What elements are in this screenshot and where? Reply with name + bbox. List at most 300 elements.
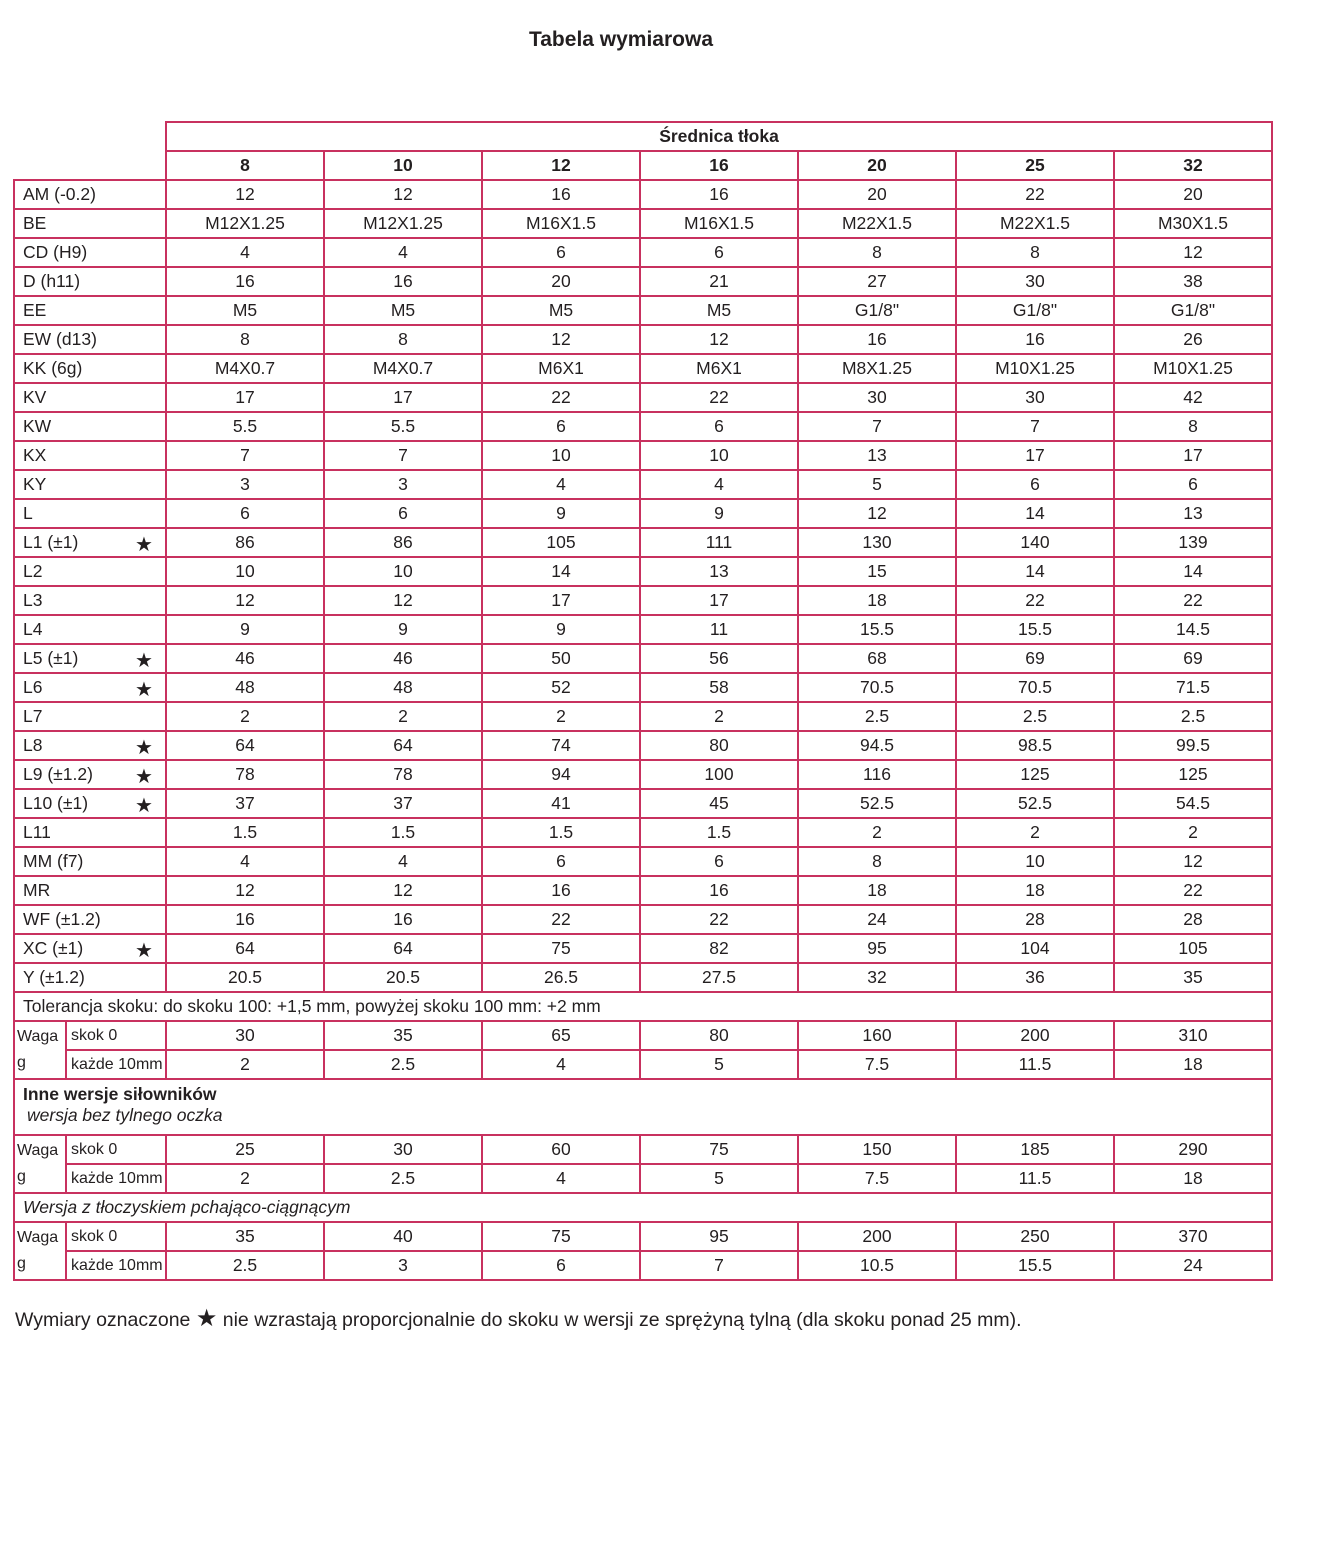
cell-value: 78 xyxy=(324,760,482,789)
diameter-header: 20 xyxy=(798,151,956,180)
cell-value: 130 xyxy=(798,528,956,557)
row-label xyxy=(14,789,166,818)
cell-value: 22 xyxy=(640,383,798,412)
cell-value: 4 xyxy=(482,1050,640,1079)
header-diameter-row xyxy=(14,151,1272,180)
cell-value: 52 xyxy=(482,673,640,702)
weight-sublabel: każde 10mm xyxy=(66,1251,166,1280)
cell-value: 24 xyxy=(798,905,956,934)
weight-row xyxy=(14,1050,1272,1079)
cell-value: 16 xyxy=(798,325,956,354)
cell-value: 5.5 xyxy=(324,412,482,441)
header-group-row xyxy=(14,122,1272,151)
row-label-text: L5 (±1) xyxy=(23,648,79,668)
dimension-table xyxy=(13,121,1273,1281)
cell-value: 2 xyxy=(640,702,798,731)
cell-value: 27 xyxy=(798,267,956,296)
cell-value: 21 xyxy=(640,267,798,296)
cell-value: 12 xyxy=(1114,847,1272,876)
weight-sublabel: każde 10mm xyxy=(66,1050,166,1079)
corner-blank xyxy=(14,122,166,180)
row-label xyxy=(14,876,166,905)
cell-value: M6X1 xyxy=(640,354,798,383)
cell-value: 2 xyxy=(798,818,956,847)
weight-label xyxy=(14,1222,66,1280)
cell-value: 11.5 xyxy=(956,1050,1114,1079)
cell-value: 4 xyxy=(166,847,324,876)
cell-value: 12 xyxy=(324,586,482,615)
cell-value: 140 xyxy=(956,528,1114,557)
row-label-text: CD (H9) xyxy=(23,242,88,262)
cell-value: 104 xyxy=(956,934,1114,963)
cell-value: 3 xyxy=(324,1251,482,1280)
cell-value: 22 xyxy=(482,905,640,934)
cell-value: 14 xyxy=(1114,557,1272,586)
cell-value: 30 xyxy=(956,383,1114,412)
cell-value: 15.5 xyxy=(956,615,1114,644)
cell-value: M8X1.25 xyxy=(798,354,956,383)
row-label xyxy=(14,209,166,238)
row-label-text: KW xyxy=(23,416,52,436)
cell-value: 250 xyxy=(956,1222,1114,1251)
cell-value: 2 xyxy=(482,702,640,731)
cell-value: 9 xyxy=(482,499,640,528)
cell-value: 160 xyxy=(798,1021,956,1050)
cell-value: 82 xyxy=(640,934,798,963)
cell-value: 28 xyxy=(956,905,1114,934)
cell-value: 26 xyxy=(1114,325,1272,354)
cell-value: 2.5 xyxy=(166,1251,324,1280)
cell-value: 10 xyxy=(482,441,640,470)
cell-value: 4 xyxy=(324,238,482,267)
row-label-text: L7 xyxy=(23,706,43,726)
cell-value: 15 xyxy=(798,557,956,586)
cell-value: 95 xyxy=(640,1222,798,1251)
cell-value: 46 xyxy=(166,644,324,673)
cell-value: 80 xyxy=(640,1021,798,1050)
cell-value: 22 xyxy=(1114,876,1272,905)
table-row xyxy=(14,876,1272,905)
star-icon: ★ xyxy=(135,737,153,759)
cell-value: 6 xyxy=(324,499,482,528)
cell-value: 6 xyxy=(640,238,798,267)
star-icon: ★ xyxy=(135,795,153,817)
table-row xyxy=(14,586,1272,615)
star-icon: ★ xyxy=(135,940,153,962)
row-label-text: BE xyxy=(23,213,47,233)
row-label-text: L xyxy=(23,503,33,523)
cell-value: 10 xyxy=(166,557,324,586)
cell-value: 20.5 xyxy=(324,963,482,992)
cell-value: M30X1.5 xyxy=(1114,209,1272,238)
cell-value: 20 xyxy=(798,180,956,209)
cell-value: M16X1.5 xyxy=(640,209,798,238)
cell-value: 80 xyxy=(640,731,798,760)
cell-value: 1.5 xyxy=(324,818,482,847)
row-label xyxy=(14,586,166,615)
weight-row xyxy=(14,1021,1272,1050)
cell-value: 4 xyxy=(166,238,324,267)
cell-value: 64 xyxy=(166,934,324,963)
row-label-text: L3 xyxy=(23,590,43,610)
row-label xyxy=(14,267,166,296)
table-row xyxy=(14,760,1272,789)
diameter-header: 32 xyxy=(1114,151,1272,180)
weight-label-top: Waga xyxy=(17,1028,59,1045)
cell-value: 3 xyxy=(166,470,324,499)
cell-value: 22 xyxy=(482,383,640,412)
row-label-text: L8 xyxy=(23,735,43,755)
cell-value: 18 xyxy=(798,586,956,615)
row-label-text: KY xyxy=(23,474,47,494)
cell-value: 4 xyxy=(482,1164,640,1193)
cell-value: 95 xyxy=(798,934,956,963)
cell-value: 2 xyxy=(166,702,324,731)
cell-value: 16 xyxy=(324,267,482,296)
tolerance-row xyxy=(14,992,1272,1021)
cell-value: 9 xyxy=(166,615,324,644)
row-label-text: AM (-0.2) xyxy=(23,184,96,204)
cell-value: 1.5 xyxy=(482,818,640,847)
cell-value: 48 xyxy=(166,673,324,702)
cell-value: 28 xyxy=(1114,905,1272,934)
cell-value: 86 xyxy=(166,528,324,557)
weight-row xyxy=(14,1164,1272,1193)
footnote-before: Wymiary oznaczone xyxy=(15,1309,191,1331)
cell-value: 10.5 xyxy=(798,1251,956,1280)
row-label xyxy=(14,499,166,528)
table-row xyxy=(14,238,1272,267)
row-label-text: KX xyxy=(23,445,47,465)
row-label xyxy=(14,702,166,731)
row-label-text: KK (6g) xyxy=(23,358,83,378)
cell-value: 8 xyxy=(324,325,482,354)
cell-value: 6 xyxy=(482,238,640,267)
table-row xyxy=(14,644,1272,673)
weight-sublabel: skok 0 xyxy=(66,1021,166,1050)
cell-value: 2.5 xyxy=(324,1164,482,1193)
weight-row xyxy=(14,1251,1272,1280)
row-label xyxy=(14,180,166,209)
cell-value: 200 xyxy=(798,1222,956,1251)
cell-value: 12 xyxy=(324,876,482,905)
cell-value: 125 xyxy=(956,760,1114,789)
cell-value: 26.5 xyxy=(482,963,640,992)
cell-value: 22 xyxy=(956,180,1114,209)
cell-value: 4 xyxy=(640,470,798,499)
cell-value: 7 xyxy=(640,1251,798,1280)
row-label-text: EW (d13) xyxy=(23,329,97,349)
row-label xyxy=(14,760,166,789)
cell-value: 64 xyxy=(324,934,482,963)
table-row xyxy=(14,731,1272,760)
cell-value: 86 xyxy=(324,528,482,557)
cell-value: 7 xyxy=(956,412,1114,441)
star-icon: ★ xyxy=(195,1305,218,1332)
weight-label-unit: g xyxy=(17,1168,26,1185)
weight-sublabel: każde 10mm xyxy=(66,1164,166,1193)
cell-value: 310 xyxy=(1114,1021,1272,1050)
cell-value: M12X1.25 xyxy=(324,209,482,238)
table-row xyxy=(14,499,1272,528)
cell-value: 6 xyxy=(166,499,324,528)
cell-value: 60 xyxy=(482,1135,640,1164)
cell-value: 10 xyxy=(956,847,1114,876)
section-row xyxy=(14,1193,1272,1222)
cell-value: 9 xyxy=(640,499,798,528)
cell-value: 56 xyxy=(640,644,798,673)
cell-value: 2 xyxy=(956,818,1114,847)
row-label xyxy=(14,412,166,441)
table-row xyxy=(14,615,1272,644)
cell-value: 6 xyxy=(482,1251,640,1280)
cell-value: 37 xyxy=(166,789,324,818)
cell-value: 52.5 xyxy=(956,789,1114,818)
row-label xyxy=(14,325,166,354)
table-row xyxy=(14,470,1272,499)
row-label-text: L1 (±1) xyxy=(23,532,79,552)
cell-value: 2.5 xyxy=(324,1050,482,1079)
weight-sublabel: skok 0 xyxy=(66,1222,166,1251)
cell-value: 200 xyxy=(956,1021,1114,1050)
cell-value: 4 xyxy=(482,470,640,499)
weight-label-unit: g xyxy=(17,1255,26,1272)
table-row xyxy=(14,354,1272,383)
cell-value: 54.5 xyxy=(1114,789,1272,818)
row-label-text: L11 xyxy=(23,822,51,842)
cell-value: G1/8" xyxy=(798,296,956,325)
cell-value: 139 xyxy=(1114,528,1272,557)
row-label-text: MM (f7) xyxy=(23,851,84,871)
diameter-header: 12 xyxy=(482,151,640,180)
section-heading: Inne wersje siłowników xyxy=(23,1084,217,1104)
cell-value: 2 xyxy=(166,1050,324,1079)
cell-value: 10 xyxy=(640,441,798,470)
cell-value: M12X1.25 xyxy=(166,209,324,238)
row-label xyxy=(14,673,166,702)
row-label-text: L6 xyxy=(23,677,43,697)
table-row xyxy=(14,673,1272,702)
cell-value: 10 xyxy=(324,557,482,586)
cell-value: 7 xyxy=(798,412,956,441)
cell-value: 16 xyxy=(482,180,640,209)
cell-value: 6 xyxy=(482,847,640,876)
cell-value: 14 xyxy=(956,499,1114,528)
cell-value: 64 xyxy=(166,731,324,760)
cell-value: M5 xyxy=(640,296,798,325)
cell-value: 25 xyxy=(166,1135,324,1164)
row-label xyxy=(14,557,166,586)
cell-value: 42 xyxy=(1114,383,1272,412)
row-label xyxy=(14,905,166,934)
row-label-text: L10 (±1) xyxy=(23,793,89,813)
row-label-text: EE xyxy=(23,300,47,320)
cell-value: 4 xyxy=(324,847,482,876)
cell-value: 6 xyxy=(482,412,640,441)
table-row xyxy=(14,383,1272,412)
cell-value: M22X1.5 xyxy=(798,209,956,238)
row-label xyxy=(14,963,166,992)
cell-value: 111 xyxy=(640,528,798,557)
star-icon: ★ xyxy=(135,534,153,556)
cell-value: 35 xyxy=(166,1222,324,1251)
row-label-text: L9 (±1.2) xyxy=(23,764,93,784)
table-row xyxy=(14,296,1272,325)
weight-label-top: Waga xyxy=(17,1142,59,1159)
cell-value: 78 xyxy=(166,760,324,789)
cell-value: 8 xyxy=(1114,412,1272,441)
cell-value: 11.5 xyxy=(956,1164,1114,1193)
cell-value: 36 xyxy=(956,963,1114,992)
cell-value: 8 xyxy=(798,847,956,876)
cell-value: 5.5 xyxy=(166,412,324,441)
cell-value: 16 xyxy=(324,905,482,934)
cell-value: 11 xyxy=(640,615,798,644)
table-row xyxy=(14,441,1272,470)
cell-value: 9 xyxy=(482,615,640,644)
cell-value: 12 xyxy=(798,499,956,528)
diameter-header: 16 xyxy=(640,151,798,180)
cell-value: 2 xyxy=(166,1164,324,1193)
cell-value: 2 xyxy=(324,702,482,731)
cell-value: 17 xyxy=(1114,441,1272,470)
cell-value: 13 xyxy=(1114,499,1272,528)
cell-value: 6 xyxy=(956,470,1114,499)
cell-value: 99.5 xyxy=(1114,731,1272,760)
table-row xyxy=(14,557,1272,586)
section-subheading: wersja bez tylnego oczka xyxy=(27,1105,223,1125)
cell-value: 105 xyxy=(1114,934,1272,963)
cell-value: 17 xyxy=(482,586,640,615)
cell-value: 17 xyxy=(956,441,1114,470)
cell-value: 52.5 xyxy=(798,789,956,818)
row-label-text: KV xyxy=(23,387,47,407)
row-label xyxy=(14,528,166,557)
cell-value: 20 xyxy=(482,267,640,296)
cell-value: 15.5 xyxy=(798,615,956,644)
star-icon: ★ xyxy=(135,679,153,701)
cell-value: 22 xyxy=(956,586,1114,615)
row-label xyxy=(14,441,166,470)
cell-value: 58 xyxy=(640,673,798,702)
footnote-after: nie wzrastają proporcjonalnie do skoku w wersji ze sprężyną tylną (dla skoku ponad 25 mm). xyxy=(222,1309,1022,1331)
cell-value: M10X1.25 xyxy=(1114,354,1272,383)
cell-value: 16 xyxy=(640,876,798,905)
cell-value: 14.5 xyxy=(1114,615,1272,644)
star-icon: ★ xyxy=(135,766,153,788)
table-row xyxy=(14,789,1272,818)
cell-value: 69 xyxy=(956,644,1114,673)
cell-value: M5 xyxy=(482,296,640,325)
other-versions-section xyxy=(14,1079,1272,1135)
cell-value: 35 xyxy=(324,1021,482,1050)
cell-value: 2 xyxy=(1114,818,1272,847)
row-label xyxy=(14,470,166,499)
cell-value: 185 xyxy=(956,1135,1114,1164)
table-row xyxy=(14,325,1272,354)
row-label-text: XC (±1) xyxy=(23,938,84,958)
row-label xyxy=(14,354,166,383)
cell-value: M6X1 xyxy=(482,354,640,383)
table-row xyxy=(14,905,1272,934)
cell-value: 17 xyxy=(640,586,798,615)
cell-value: 5 xyxy=(798,470,956,499)
table-row xyxy=(14,847,1272,876)
cell-value: 14 xyxy=(956,557,1114,586)
cell-value: 7 xyxy=(324,441,482,470)
cell-value: 17 xyxy=(166,383,324,412)
table-row xyxy=(14,412,1272,441)
row-label xyxy=(14,383,166,412)
table-row xyxy=(14,702,1272,731)
cell-value: 18 xyxy=(1114,1050,1272,1079)
cell-value: 12 xyxy=(166,180,324,209)
cell-value: 12 xyxy=(166,586,324,615)
cell-value: 18 xyxy=(798,876,956,905)
row-label-text: Y (±1.2) xyxy=(23,967,85,987)
cell-value: 1.5 xyxy=(640,818,798,847)
cell-value: 32 xyxy=(798,963,956,992)
cell-value: 30 xyxy=(324,1135,482,1164)
cell-value: 13 xyxy=(798,441,956,470)
cell-value: 70.5 xyxy=(798,673,956,702)
cell-value: 16 xyxy=(640,180,798,209)
cell-value: 2.5 xyxy=(798,702,956,731)
cell-value: 24 xyxy=(1114,1251,1272,1280)
cell-value: 75 xyxy=(482,934,640,963)
cell-value: 38 xyxy=(1114,267,1272,296)
weight-label-unit: g xyxy=(17,1054,26,1071)
weight-label xyxy=(14,1135,66,1193)
cell-value: 98.5 xyxy=(956,731,1114,760)
cell-value: 27.5 xyxy=(640,963,798,992)
cell-value: 65 xyxy=(482,1021,640,1050)
row-label-text: WF (±1.2) xyxy=(23,909,101,929)
cell-value: 37 xyxy=(324,789,482,818)
cell-value: 105 xyxy=(482,528,640,557)
cell-value: 18 xyxy=(1114,1164,1272,1193)
table-row xyxy=(14,180,1272,209)
cell-value: 12 xyxy=(324,180,482,209)
cell-value: M5 xyxy=(324,296,482,325)
table-row xyxy=(14,267,1272,296)
cell-value: 12 xyxy=(1114,238,1272,267)
cell-value: 150 xyxy=(798,1135,956,1164)
cell-value: G1/8" xyxy=(956,296,1114,325)
cell-value: 17 xyxy=(324,383,482,412)
cell-value: 8 xyxy=(956,238,1114,267)
cell-value: 30 xyxy=(798,383,956,412)
cell-value: 14 xyxy=(482,557,640,586)
cell-value: M5 xyxy=(166,296,324,325)
cell-value: 3 xyxy=(324,470,482,499)
cell-value: 9 xyxy=(324,615,482,644)
diameter-header: 8 xyxy=(166,151,324,180)
cell-value: 18 xyxy=(956,876,1114,905)
cell-value: 2.5 xyxy=(1114,702,1272,731)
cell-value: G1/8" xyxy=(1114,296,1272,325)
cell-value: 15.5 xyxy=(956,1251,1114,1280)
cell-value: 30 xyxy=(166,1021,324,1050)
cell-value: 1.5 xyxy=(166,818,324,847)
section-row xyxy=(14,1079,1272,1135)
cell-value: 7 xyxy=(166,441,324,470)
cell-value: 290 xyxy=(1114,1135,1272,1164)
row-label xyxy=(14,847,166,876)
cell-value: 5 xyxy=(640,1164,798,1193)
cell-value: 74 xyxy=(482,731,640,760)
row-label xyxy=(14,296,166,325)
